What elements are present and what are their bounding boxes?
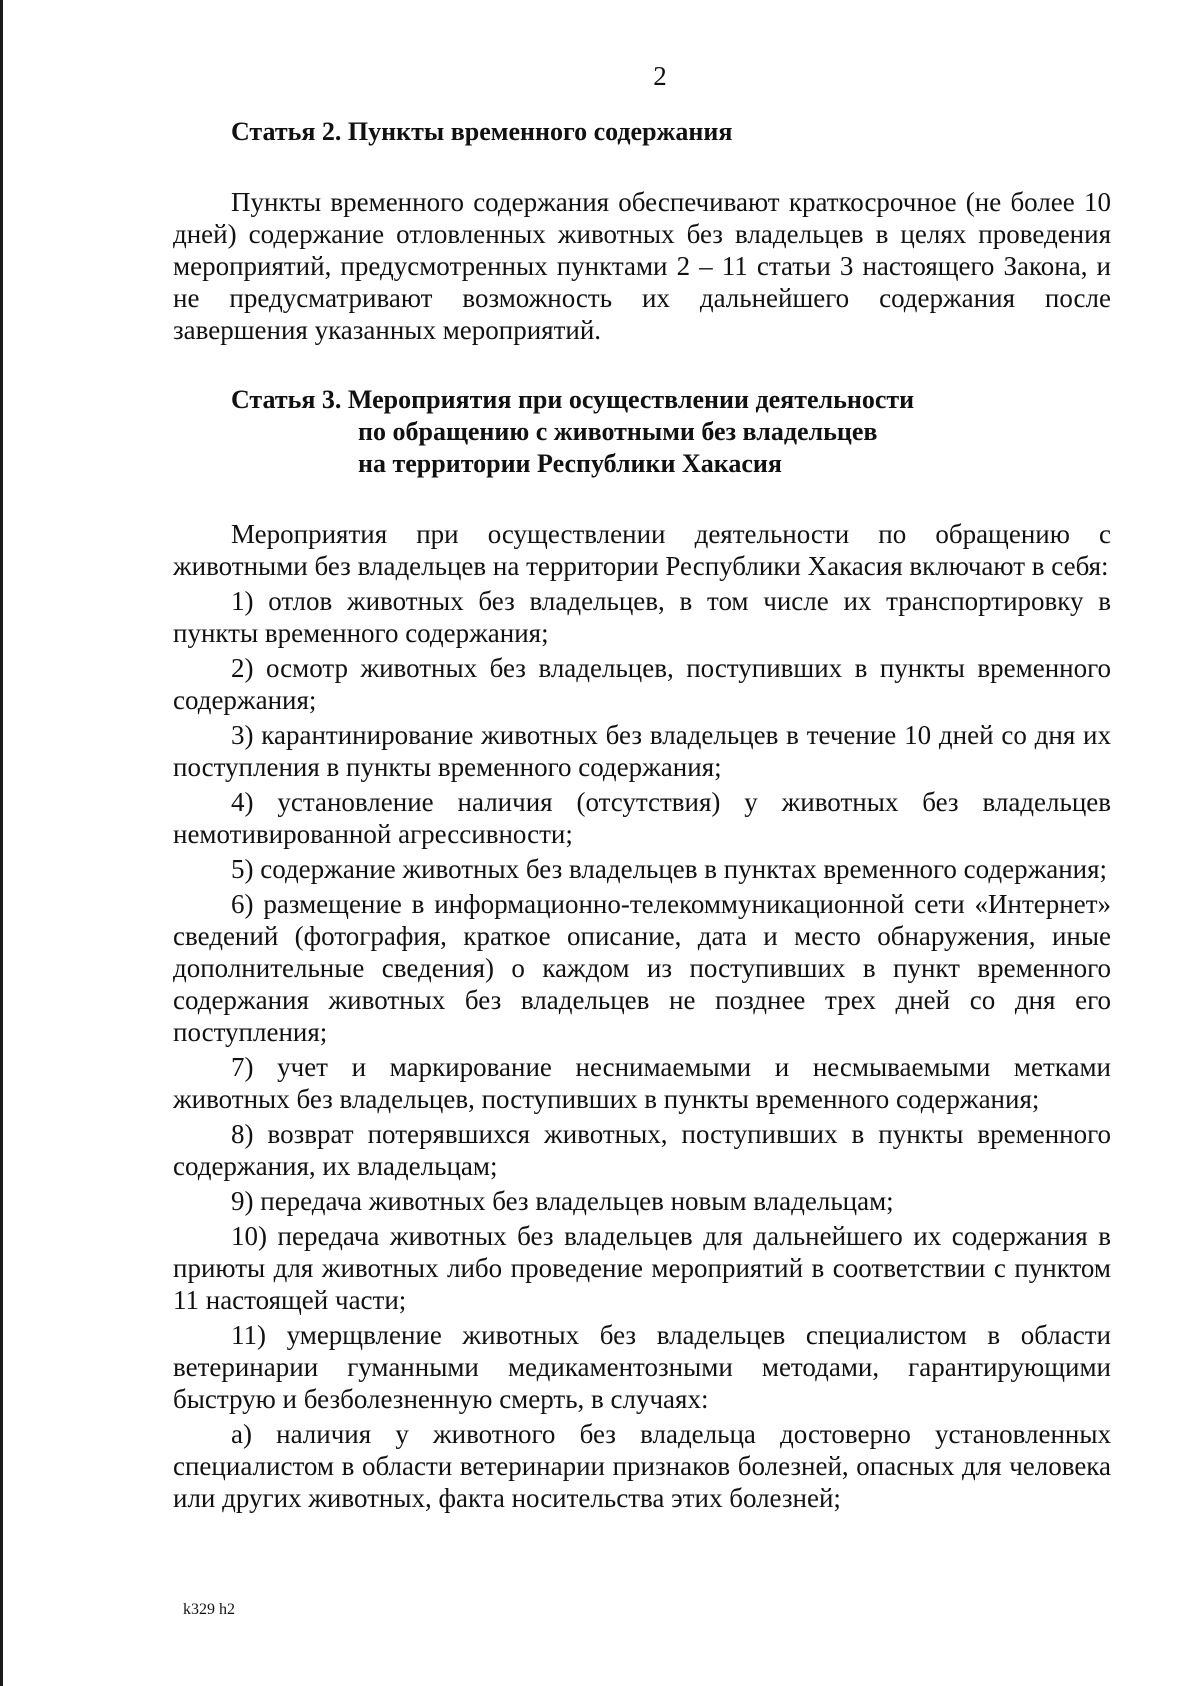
measures-list <box>173 585 1111 1514</box>
article-3-title-line-1: Статья 3. Мероприятия при осуществлении деятельности <box>231 385 915 414</box>
article-2-body: Пункты временного содержания обеспечивают краткосрочное (не более 10 дней) содержание отловленных животных без владельцев в целях проведения мероприятий, предусмотренных пунктами 2 – 11 статьи 3 настоящего Закона, и не предусматривают возможность их дальнейшего содержания после завершения указанных мероприятий. <box>173 187 1111 345</box>
list-item: 8) возврат потерявшихся животных, поступивших в пункты временного содержания, их владельцам; <box>173 1119 1111 1181</box>
list-item: 10) передача животных без владельцев для дальнейшего их содержания в приюты для животных либо проведение мероприятий в соответствии с пунктом 11 настоящей части; <box>173 1221 1111 1315</box>
scan-edge <box>0 0 3 1686</box>
document-page <box>173 60 1111 1514</box>
document-code: k329 h2 <box>183 1601 235 1618</box>
list-item: 2) осмотр животных без владельцев, поступивших в пункты временного содержания; <box>173 653 1111 715</box>
article-3-intro: Мероприятия при осуществлении деятельности по обращению с животными без владельцев на территории Республики Хакасия включают в себя: <box>173 519 1111 581</box>
list-item: 1) отлов животных без владельцев, в том числе их транспортировку в пункты временного содержания; <box>173 586 1111 648</box>
list-item: 4) установление наличия (отсутствия) у животных без владельцев немотивированной агрессивности; <box>173 787 1111 849</box>
list-item: 3) карантинирование животных без владельцев в течение 10 дней со дня их поступления в пункты временного содержания; <box>173 720 1111 782</box>
article-2-title: Статья 2. Пункты временного содержания <box>231 117 733 146</box>
page-number: 2 <box>653 61 667 91</box>
list-item: 7) учет и маркирование неснимаемыми и несмываемыми метками животных без владельцев, поступивших в пункты временного содержания; <box>173 1052 1111 1114</box>
article-3-title-line-3: на территории Республики Хакасия <box>358 449 782 478</box>
list-item: 11) умерщвление животных без владельцев специалистом в области ветеринарии гуманными медикаментозными методами, гарантирующими быструю и безболезненную смерть, в случаях: <box>173 1320 1111 1414</box>
article-3-title-line-2: по обращению с животными без владельцев <box>358 417 878 446</box>
list-item: 5) содержание животных без владельцев в пунктах временного содержания; <box>231 854 1108 884</box>
list-item: 9) передача животных без владельцев новым владельцам; <box>231 1186 894 1216</box>
list-item: а) наличия у животного без владельца достоверно установленных специалистом в области ветеринарии признаков болезней, опасных для человека или других животных, факта носительства этих болезней; <box>173 1419 1111 1513</box>
list-item: 6) размещение в информационно-телекоммуникационной сети «Интернет» сведений (фотография, краткое описание, дата и место обнаружения, иные дополнительные сведения) о каждом из поступивших в пункт временного содержания животных без владельцев не позднее трех дней со дня его поступления; <box>173 889 1111 1047</box>
